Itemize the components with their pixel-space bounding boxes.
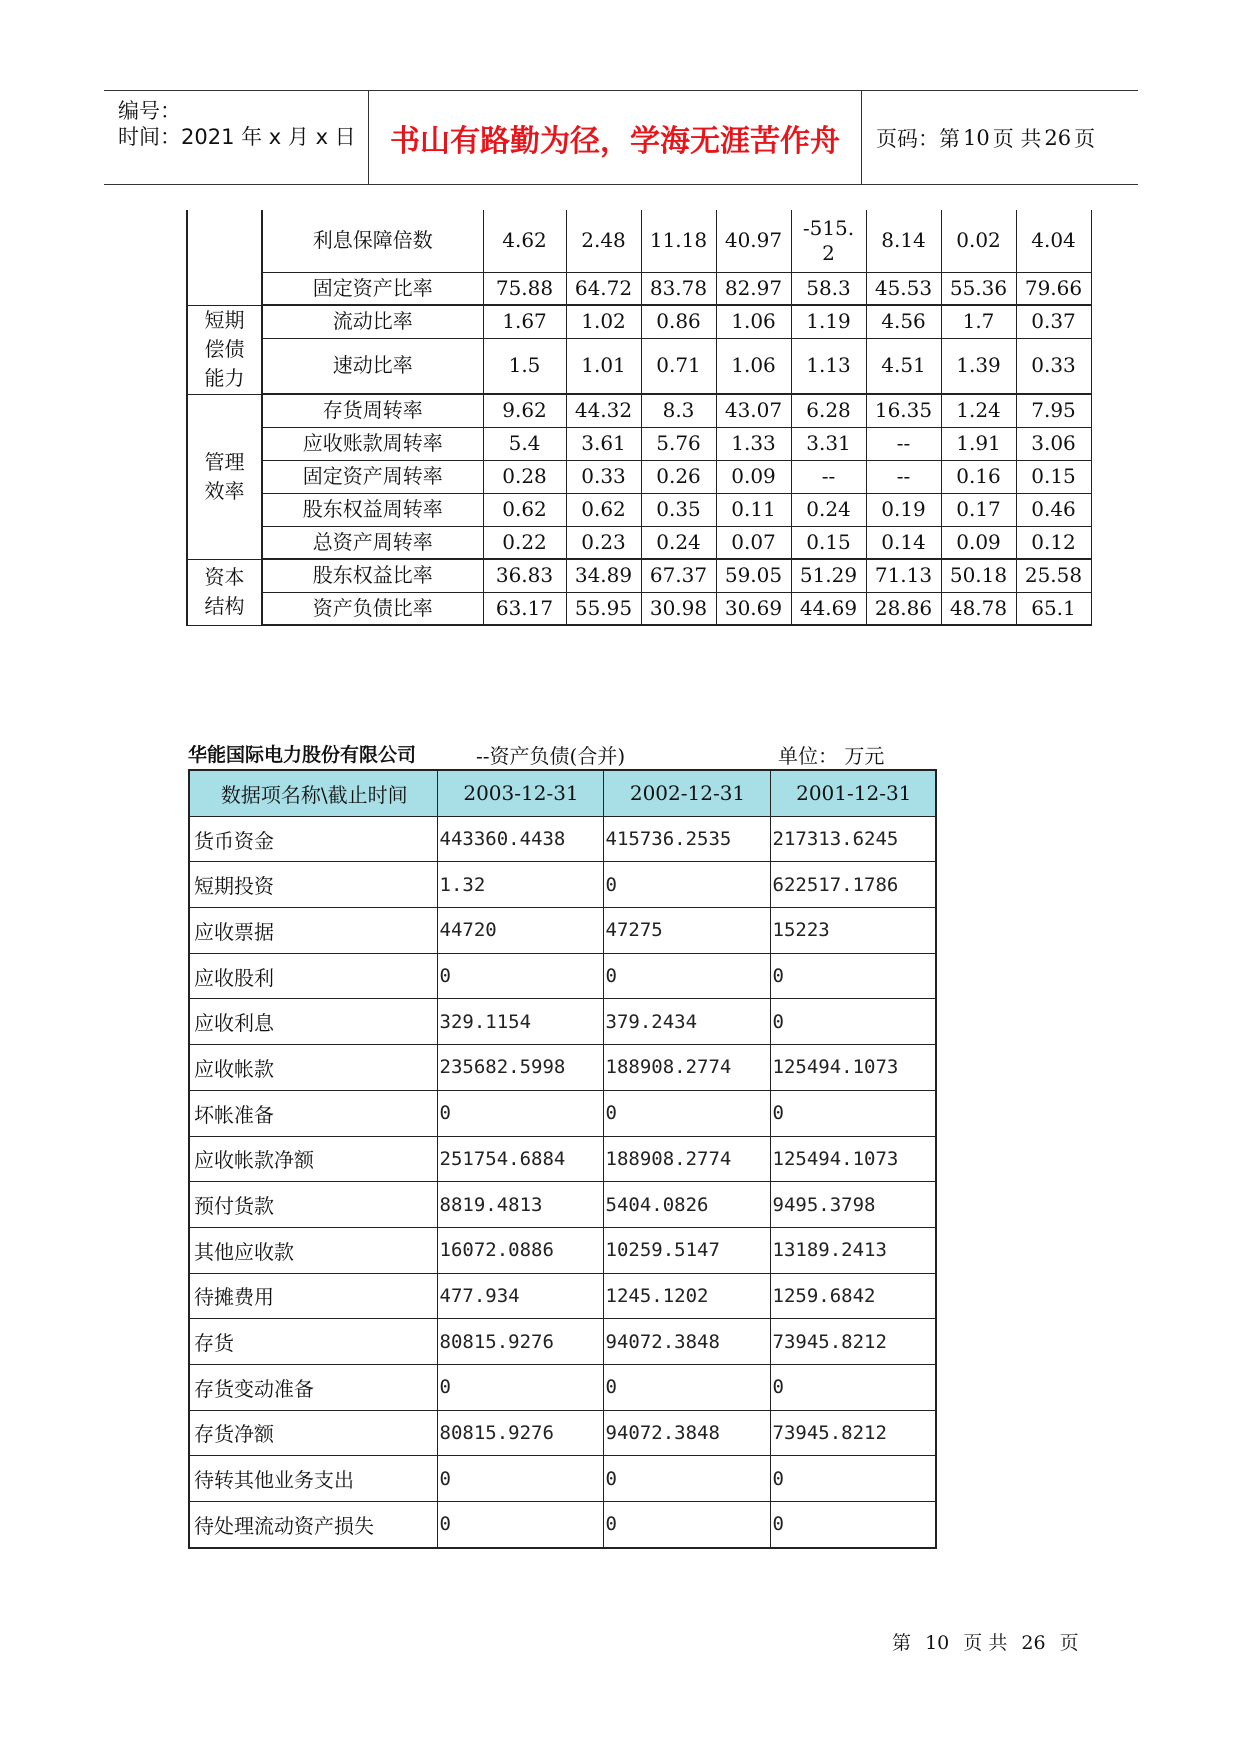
- page-footer: [892, 1628, 1079, 1655]
- ratio-value: 0.24: [641, 526, 716, 559]
- row-value: 9495.3798: [770, 1182, 936, 1228]
- row-item-label: 货币资金: [189, 816, 437, 862]
- ratio-value: 82.97: [716, 272, 791, 305]
- ratio-value: -515.2: [791, 210, 866, 272]
- footer-total: 26: [1021, 1632, 1046, 1654]
- row-value: 80815.9276: [437, 1410, 603, 1456]
- ratio-value: 1.91: [941, 427, 1016, 460]
- footer-page-num: 10: [925, 1632, 950, 1654]
- ratio-value: 1.06: [716, 305, 791, 338]
- row-item-label: 预付货款: [189, 1182, 437, 1228]
- ratio-value: 45.53: [866, 272, 941, 305]
- row-value: 1259.6842: [770, 1273, 936, 1319]
- row-value: 94072.3848: [603, 1319, 770, 1365]
- row-value: 251754.6884: [437, 1136, 603, 1182]
- header-meta: [104, 91, 369, 184]
- row-value: 44720: [437, 908, 603, 954]
- row-value: 188908.2774: [603, 1136, 770, 1182]
- ratio-value: 0.28: [483, 460, 566, 493]
- ratio-value: 0.15: [791, 526, 866, 559]
- row-value: 0: [770, 953, 936, 999]
- ratio-row: [187, 526, 1091, 559]
- footer-suffix: 页: [1059, 1632, 1079, 1654]
- row-value: 0: [603, 953, 770, 999]
- row-value: 0: [437, 953, 603, 999]
- ratio-value: 0.12: [1016, 526, 1091, 559]
- row-value: 16072.0886: [437, 1227, 603, 1273]
- table-row: [189, 1364, 936, 1410]
- ratio-name: 固定资产比率: [262, 272, 483, 305]
- header-page-suffix: 页: [1074, 126, 1096, 151]
- footer-prefix: 第: [892, 1632, 912, 1654]
- ratio-value: 0.16: [941, 460, 1016, 493]
- table-row: [189, 1502, 936, 1548]
- row-value: 10259.5147: [603, 1227, 770, 1273]
- row-value: 47275: [603, 908, 770, 954]
- row-value: 1245.1202: [603, 1273, 770, 1319]
- row-value: 0: [437, 1364, 603, 1410]
- ratio-value: 1.01: [566, 338, 641, 394]
- row-value: 0: [603, 1090, 770, 1136]
- row-item-label: 待转其他业务支出: [189, 1456, 437, 1502]
- ratio-value: 0.26: [641, 460, 716, 493]
- ratio-value: 51.29: [791, 559, 866, 592]
- ratio-category: 管理效率: [187, 394, 262, 559]
- row-value: 15223: [770, 908, 936, 954]
- ratio-value: 55.36: [941, 272, 1016, 305]
- ratio-name: 股东权益周转率: [262, 493, 483, 526]
- table-row: [189, 999, 936, 1045]
- row-value: 0: [770, 1090, 936, 1136]
- ratio-value: 0.33: [566, 460, 641, 493]
- row-value: 443360.4438: [437, 816, 603, 862]
- row-value: 94072.3848: [603, 1410, 770, 1456]
- balance-sheet-table: [188, 769, 937, 1549]
- ratio-value: 1.5: [483, 338, 566, 394]
- ratio-value: 0.11: [716, 493, 791, 526]
- ratio-value: 0.14: [866, 526, 941, 559]
- ratio-value: 0.35: [641, 493, 716, 526]
- header-page-prefix: 页码：第: [876, 126, 960, 151]
- ratio-value: 4.04: [1016, 210, 1091, 272]
- row-value: 0: [437, 1090, 603, 1136]
- balance-sheet-subtitle: --资产负债(合并): [476, 744, 626, 768]
- row-value: 379.2434: [603, 999, 770, 1045]
- ratio-value: 5.4: [483, 427, 566, 460]
- ratio-value: 0.15: [1016, 460, 1091, 493]
- ratio-value: 0.09: [716, 460, 791, 493]
- table-row: [189, 1182, 936, 1228]
- balance-sheet-header-row: [189, 770, 936, 816]
- row-value: 235682.5998: [437, 1045, 603, 1091]
- header-motto: 书山有路勤为径，学海无涯苦作舟: [369, 91, 862, 184]
- ratio-value: 1.02: [566, 305, 641, 338]
- ratio-value: 5.76: [641, 427, 716, 460]
- column-header-2003: 2003-12-31: [437, 770, 603, 816]
- ratio-name: 流动比率: [262, 305, 483, 338]
- row-value: 0: [603, 1502, 770, 1548]
- page-header: [104, 90, 1138, 185]
- row-value: 217313.6245: [770, 816, 936, 862]
- ratio-category: 资本结构: [187, 559, 262, 625]
- ratio-name: 固定资产周转率: [262, 460, 483, 493]
- row-value: 188908.2774: [603, 1045, 770, 1091]
- row-item-label: 待处理流动资产损失: [189, 1502, 437, 1548]
- ratio-value: 40.97: [716, 210, 791, 272]
- ratio-category: 短期偿债能力: [187, 305, 262, 394]
- ratio-name: 股东权益比率: [262, 559, 483, 592]
- ratio-value: 28.86: [866, 592, 941, 625]
- ratio-value: 58.3: [791, 272, 866, 305]
- ratio-row: [187, 305, 1091, 338]
- row-item-label: 应收股利: [189, 953, 437, 999]
- ratio-value: 3.06: [1016, 427, 1091, 460]
- row-item-label: 应收帐款: [189, 1045, 437, 1091]
- row-value: 73945.8212: [770, 1319, 936, 1365]
- table-row: [189, 1045, 936, 1091]
- row-item-label: 坏帐准备: [189, 1090, 437, 1136]
- header-time-label: 时间：2021 年 x 月 x 日: [118, 125, 356, 149]
- row-item-label: 应收利息: [189, 999, 437, 1045]
- header-page-num: 10: [963, 125, 990, 150]
- header-page-total: 26: [1044, 125, 1072, 150]
- ratio-value: --: [791, 460, 866, 493]
- balance-sheet-title: [188, 740, 948, 767]
- row-item-label: 存货变动准备: [189, 1364, 437, 1410]
- row-value: 477.934: [437, 1273, 603, 1319]
- row-value: 0: [770, 1364, 936, 1410]
- ratio-value: 3.61: [566, 427, 641, 460]
- ratio-value: 11.18: [641, 210, 716, 272]
- row-item-label: 待摊费用: [189, 1273, 437, 1319]
- ratio-value: 1.39: [941, 338, 1016, 394]
- ratio-value: 1.19: [791, 305, 866, 338]
- row-value: 415736.2535: [603, 816, 770, 862]
- row-value: 125494.1073: [770, 1136, 936, 1182]
- ratio-value: 1.67: [483, 305, 566, 338]
- ratio-name: 存货周转率: [262, 394, 483, 427]
- ratio-value: 48.78: [941, 592, 1016, 625]
- header-number-label: 编号：: [118, 99, 181, 123]
- row-value: 0: [770, 1456, 936, 1502]
- ratio-value: 8.14: [866, 210, 941, 272]
- ratio-value: 1.06: [716, 338, 791, 394]
- ratio-row: [187, 460, 1091, 493]
- table-row: [189, 1273, 936, 1319]
- row-item-label: 存货净额: [189, 1410, 437, 1456]
- row-value: 0: [770, 999, 936, 1045]
- row-value: 5404.0826: [603, 1182, 770, 1228]
- ratio-value: 0.33: [1016, 338, 1091, 394]
- ratio-value: 8.3: [641, 394, 716, 427]
- row-value: 0: [770, 1502, 936, 1548]
- ratio-value: 0.17: [941, 493, 1016, 526]
- ratio-value: 0.62: [566, 493, 641, 526]
- ratio-value: 16.35: [866, 394, 941, 427]
- column-header-2001: 2001-12-31: [770, 770, 936, 816]
- ratio-value: 0.02: [941, 210, 1016, 272]
- ratio-value: 0.37: [1016, 305, 1091, 338]
- table-row: [189, 1090, 936, 1136]
- ratio-value: 4.51: [866, 338, 941, 394]
- table-row: [189, 1456, 936, 1502]
- ratio-value: 1.13: [791, 338, 866, 394]
- ratio-value: 67.37: [641, 559, 716, 592]
- ratio-value: 2.48: [566, 210, 641, 272]
- header-page-mid: 页 共: [992, 126, 1042, 151]
- ratio-value: 9.62: [483, 394, 566, 427]
- ratio-value: --: [866, 427, 941, 460]
- column-header-2002: 2002-12-31: [603, 770, 770, 816]
- ratio-value: 44.32: [566, 394, 641, 427]
- ratio-name: 应收账款周转率: [262, 427, 483, 460]
- row-item-label: 短期投资: [189, 862, 437, 908]
- ratio-value: 0.71: [641, 338, 716, 394]
- ratio-value: 0.07: [716, 526, 791, 559]
- ratio-value: 0.86: [641, 305, 716, 338]
- footer-mid: 页 共: [963, 1632, 1008, 1654]
- ratio-value: 25.58: [1016, 559, 1091, 592]
- table-row: [189, 953, 936, 999]
- ratio-value: 55.95: [566, 592, 641, 625]
- ratio-value: 0.22: [483, 526, 566, 559]
- ratio-value: 0.46: [1016, 493, 1091, 526]
- ratio-value: 7.95: [1016, 394, 1091, 427]
- row-value: 329.1154: [437, 999, 603, 1045]
- ratio-value: 0.62: [483, 493, 566, 526]
- row-value: 0: [603, 1364, 770, 1410]
- ratio-value: 30.69: [716, 592, 791, 625]
- table-row: [189, 816, 936, 862]
- table-row: [189, 908, 936, 954]
- row-value: 13189.2413: [770, 1227, 936, 1273]
- ratio-row: [187, 394, 1091, 427]
- ratio-value: 75.88: [483, 272, 566, 305]
- ratio-value: 6.28: [791, 394, 866, 427]
- row-value: 8819.4813: [437, 1182, 603, 1228]
- row-value: 0: [437, 1502, 603, 1548]
- ratio-row: [187, 338, 1091, 394]
- ratio-value: 79.66: [1016, 272, 1091, 305]
- ratio-value: 0.19: [866, 493, 941, 526]
- ratio-value: 44.69: [791, 592, 866, 625]
- ratio-value: 3.31: [791, 427, 866, 460]
- row-item-label: 其他应收款: [189, 1227, 437, 1273]
- ratio-value: 64.72: [566, 272, 641, 305]
- ratio-row: [187, 210, 1091, 272]
- ratio-value: 59.05: [716, 559, 791, 592]
- row-value: 80815.9276: [437, 1319, 603, 1365]
- ratio-value: 1.33: [716, 427, 791, 460]
- ratio-value: 0.09: [941, 526, 1016, 559]
- ratio-name: 利息保障倍数: [262, 210, 483, 272]
- row-value: 0: [437, 1456, 603, 1502]
- header-page-info: [862, 91, 1138, 184]
- balance-sheet-unit: 单位： 万元: [778, 744, 885, 768]
- ratio-value: 63.17: [483, 592, 566, 625]
- ratio-value: 1.24: [941, 394, 1016, 427]
- row-item-label: 存货: [189, 1319, 437, 1365]
- ratio-row: [187, 493, 1091, 526]
- ratio-value: 4.62: [483, 210, 566, 272]
- row-value: 125494.1073: [770, 1045, 936, 1091]
- table-row: [189, 1227, 936, 1273]
- row-value: 1.32: [437, 862, 603, 908]
- ratio-value: 0.24: [791, 493, 866, 526]
- ratio-name: 资产负债比率: [262, 592, 483, 625]
- ratio-value: 30.98: [641, 592, 716, 625]
- row-item-label: 应收帐款净额: [189, 1136, 437, 1182]
- ratio-value: 83.78: [641, 272, 716, 305]
- row-value: 0: [603, 862, 770, 908]
- ratio-value: 36.83: [483, 559, 566, 592]
- ratio-value: 65.1: [1016, 592, 1091, 625]
- ratio-value: 34.89: [566, 559, 641, 592]
- ratio-name: 总资产周转率: [262, 526, 483, 559]
- ratio-value: 71.13: [866, 559, 941, 592]
- ratio-value: 1.7: [941, 305, 1016, 338]
- ratio-row: [187, 592, 1091, 625]
- ratio-value: 0.23: [566, 526, 641, 559]
- ratio-row: [187, 427, 1091, 460]
- ratio-name: 速动比率: [262, 338, 483, 394]
- ratio-value: 4.56: [866, 305, 941, 338]
- ratio-row: [187, 559, 1091, 592]
- row-value: 73945.8212: [770, 1410, 936, 1456]
- table-row: [189, 1319, 936, 1365]
- ratio-value: 50.18: [941, 559, 1016, 592]
- financial-ratio-table: [186, 210, 1092, 626]
- company-name: 华能国际电力股份有限公司: [188, 744, 417, 766]
- table-row: [189, 1410, 936, 1456]
- row-item-label: 应收票据: [189, 908, 437, 954]
- ratio-row: [187, 272, 1091, 305]
- column-header-item: 数据项名称\截止时间: [189, 770, 437, 816]
- table-row: [189, 862, 936, 908]
- ratio-category: [187, 210, 262, 305]
- row-value: 0: [603, 1456, 770, 1502]
- ratio-value: --: [866, 460, 941, 493]
- row-value: 622517.1786: [770, 862, 936, 908]
- table-row: [189, 1136, 936, 1182]
- ratio-value: 43.07: [716, 394, 791, 427]
